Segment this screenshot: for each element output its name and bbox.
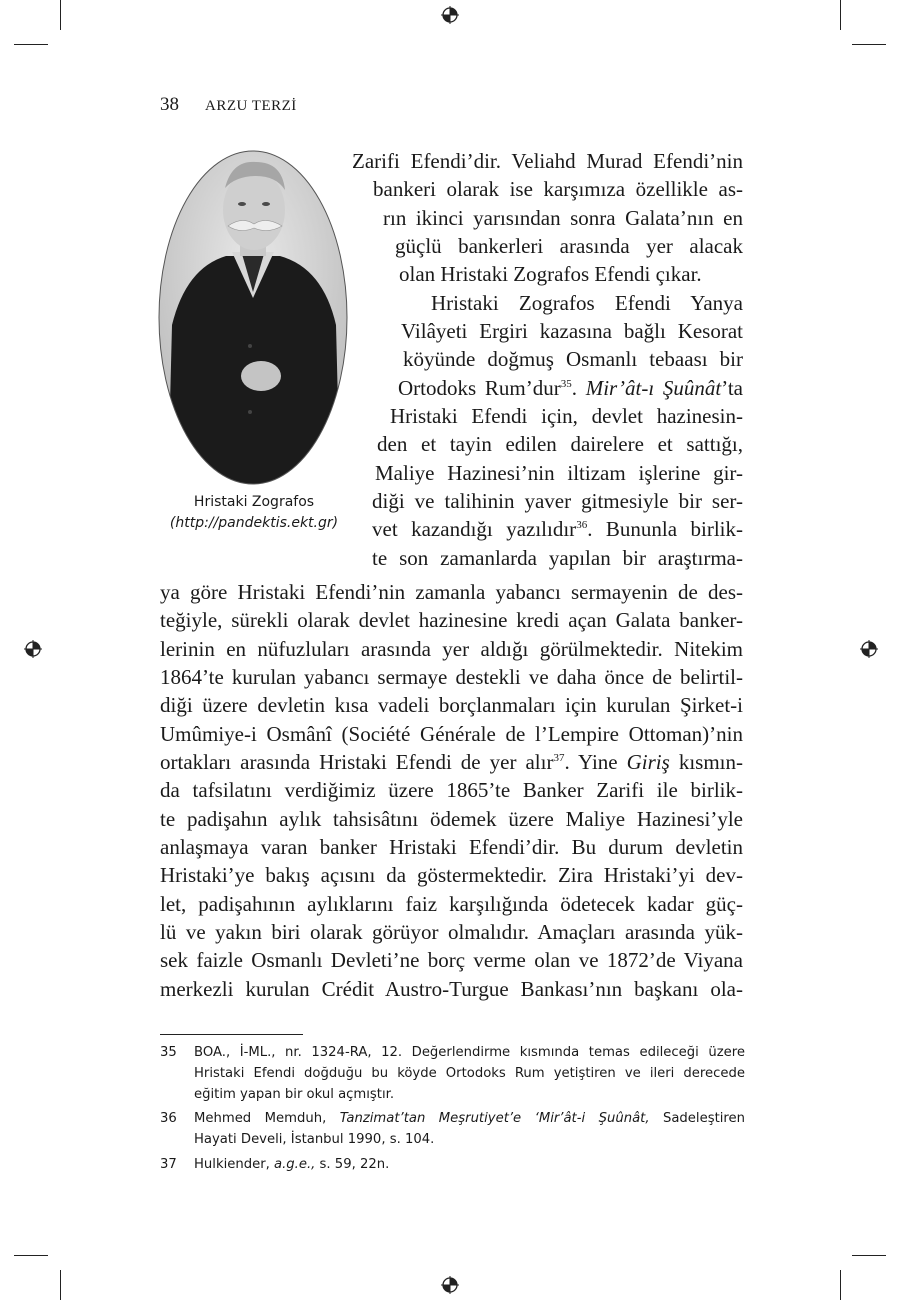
footnote-number: 37 <box>160 1157 177 1172</box>
text-line: sek faizle Osmanlı Devleti’ne borç verme olan ve 1872’de Viyana <box>160 948 743 972</box>
text-line: lerinin en nüfuzluları arasında yer aldığı görülmektedir. Nitekim <box>160 637 743 661</box>
text-line: merkezli kurulan Crédit Austro-Turgue Bankası’nın başkanı ola- <box>160 977 743 1001</box>
text-line: ortakları arasında Hristaki Efendi de yer alır$^{37}$. Yine Giriş kısmın- <box>160 750 743 774</box>
crop-mark <box>840 0 841 30</box>
footnote-divider <box>160 1034 303 1035</box>
footnote-ref[interactable]: 37 <box>553 752 565 764</box>
text-line: Maliye Hazinesi’nin iltizam işlerine gir- <box>375 461 743 485</box>
text-line: bankeri olarak ise karşımıza özellikle as- <box>373 177 743 201</box>
text-line: teğiyle, sürekli olarak devlet hazinesine kredi açan Galata banker- <box>160 608 743 632</box>
registration-mark-icon <box>441 1276 459 1294</box>
registration-mark-icon <box>441 6 459 24</box>
caption-source: (http://pandektis.ekt.gr) <box>169 515 339 531</box>
crop-mark <box>852 44 886 45</box>
text-line: Hristaki’ye bakış açısını da göstermektedir. Zira Hristaki’yi dev- <box>160 863 743 887</box>
text-line: diği ve talihinin yaver gitmesiyle bir ser- <box>372 489 743 513</box>
text-line: Zarifi Efendi’dir. Veliahd Murad Efendi’nin <box>352 149 743 173</box>
text-line: ya göre Hristaki Efendi’nin zamanla yabancı sermayenin de des- <box>160 580 743 604</box>
text-line: diği üzere devletin kısa vadeli borçlanmaları için kurulan Şirket-i <box>160 693 743 717</box>
crop-mark <box>14 1255 48 1256</box>
footnote-number: 36 <box>160 1111 177 1126</box>
running-header-author: ARZU TERZİ <box>205 98 297 114</box>
text-line: güçlü bankerleri arasında yer alacak <box>395 234 743 258</box>
text-line: olan Hristaki Zografos Efendi çıkar. <box>399 262 702 286</box>
page-number: 38 <box>160 94 179 115</box>
text-line: Hristaki Zografos Efendi Yanya <box>431 291 743 315</box>
text-line: let, padişahının aylıklarını faiz karşılığında ödetecek kadar güç- <box>160 892 743 916</box>
text-line: den et tayin edilen dairelere et sattığı, <box>377 432 743 456</box>
text-line: te son zamanlarda yapılan bir araştırma- <box>372 546 743 570</box>
portrait-photo <box>158 150 348 485</box>
caption-name: Hristaki Zografos <box>193 494 315 510</box>
footnote-ref[interactable]: 36 <box>576 519 588 531</box>
crop-mark <box>840 1270 841 1300</box>
text-line: köyünde doğmuş Osmanlı tebaası bir <box>403 347 743 371</box>
text-line: da tafsilatını verdiğimiz üzere 1865’te Banker Zarifi ile birlik- <box>160 778 743 802</box>
footnote-text: Hulkiender, a.g.e., s. 59, 22n. <box>194 1157 390 1172</box>
figure-caption <box>160 492 348 534</box>
footnote-number: 35 <box>160 1045 177 1060</box>
text-line: rın ikinci yarısından sonra Galata’nın en <box>383 206 743 230</box>
crop-mark <box>852 1255 886 1256</box>
crop-mark <box>14 44 48 45</box>
text-line: Hristaki Efendi için, devlet hazinesin- <box>390 404 743 428</box>
registration-mark-icon <box>24 640 42 658</box>
crop-mark <box>60 0 61 30</box>
text-line: Umûmiye-i Osmânî (Société Générale de l’Lempire Ottoman)’nin <box>160 722 743 746</box>
footnote-text: BOA., İ-ML., nr. 1324-RA, 12. Değerlendirme kısmında temas edileceği üzere Hristaki Efendi doğduğu bu köyde Ortodoks Rum yetiştiren ve ileri derecede eğitim yapan bir okul açmıştır. <box>194 1045 745 1102</box>
text-line: anlaşmaya varan banker Hristaki Efendi’dir. Bu durum devletin <box>160 835 743 859</box>
text-line: vet kazandığı yazılıdır$^{36}$. Bununla birlik- <box>372 517 744 541</box>
crop-mark <box>60 1270 61 1300</box>
footnote-text: Mehmed Memduh, Tanzimat’tan Meşrutiyet’e ‘Mir’ât-i Şuûnât, Sadeleştiren Hayati Develi, İstanbul 1990, s. 104. <box>194 1111 746 1147</box>
footnote-ref[interactable]: 35 <box>560 378 572 390</box>
text-line: Ortodoks Rum’dur$^{35}$. Mir’ât-ı Şuûnât’ta <box>398 376 743 400</box>
text-line: te padişahın aylık tahsisâtını ödemek üzere Maliye Hazinesi’yle <box>160 807 743 831</box>
text-line: Vilâyeti Ergiri kazasına bağlı Kesorat <box>401 319 743 343</box>
text-line: lü ve yakın biri olarak görüyor olmalıdır. Amaçları arasında yük- <box>160 920 743 944</box>
running-header <box>160 94 297 116</box>
registration-mark-icon <box>860 640 878 658</box>
text-line: 1864’te kurulan yabancı sermaye destekli ve daha önce de belirtil- <box>160 665 743 689</box>
